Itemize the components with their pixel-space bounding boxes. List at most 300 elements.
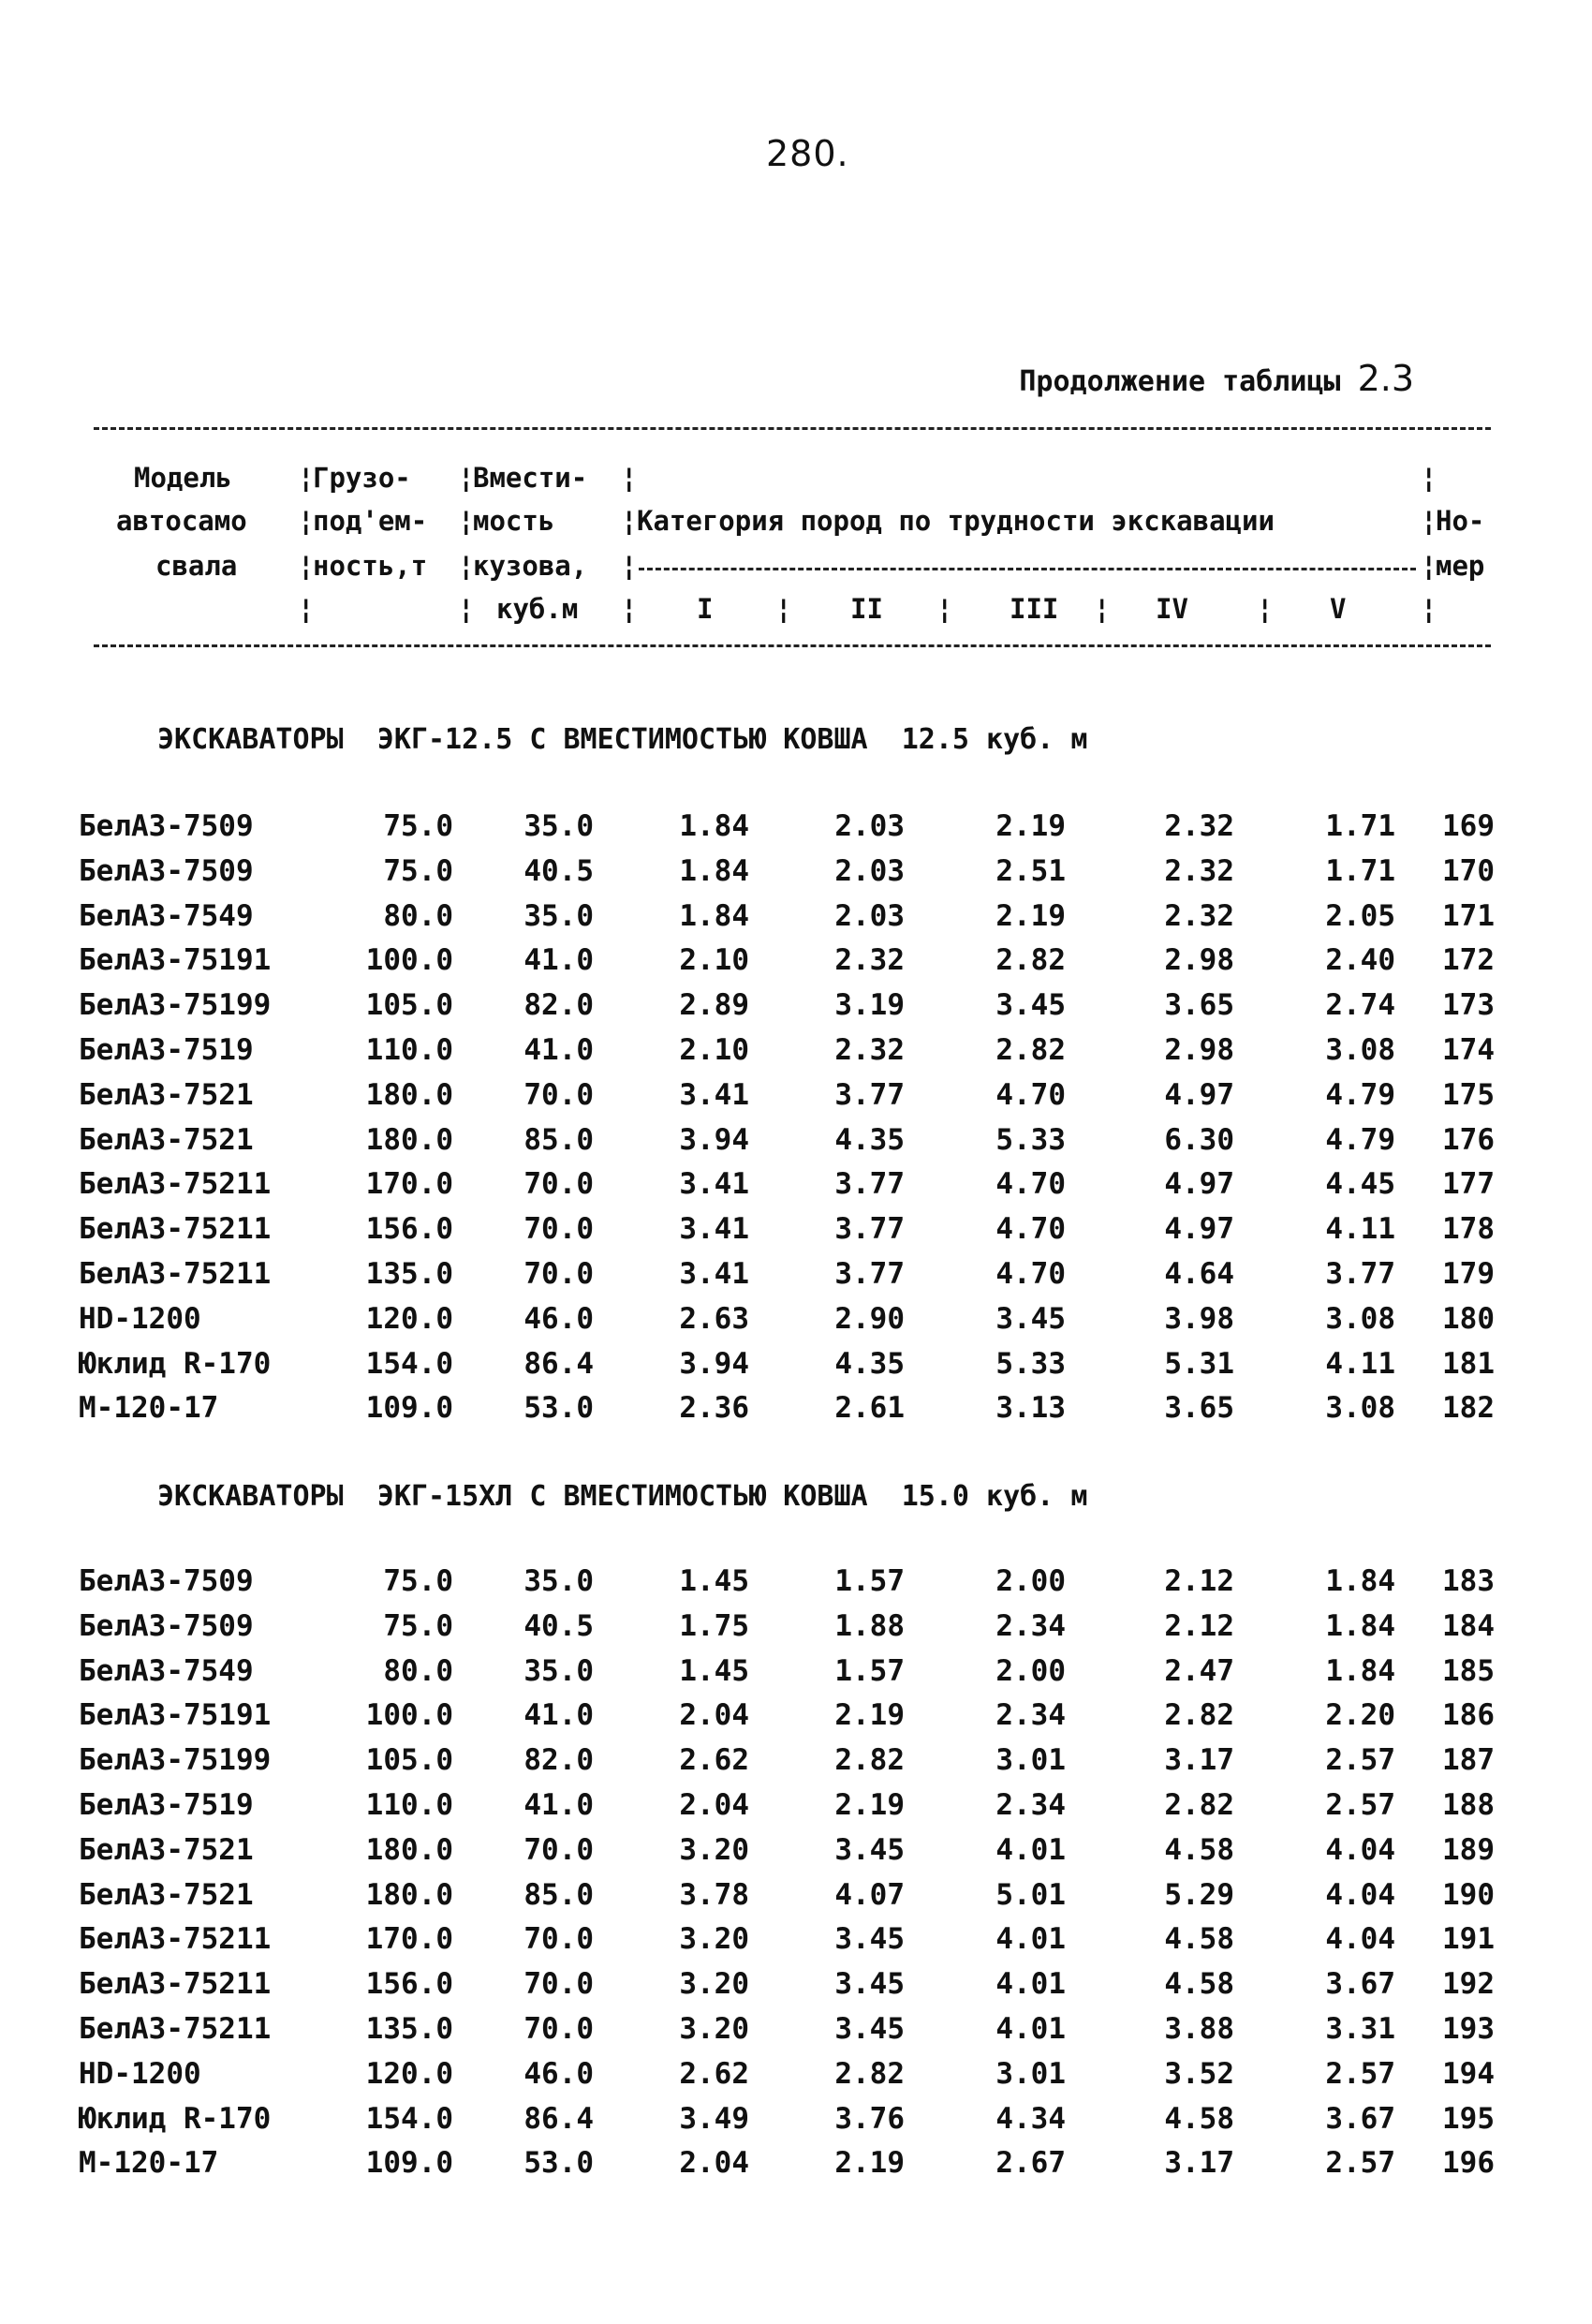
cell-category-4: 3.52 (1164, 2056, 1234, 2091)
cell-category-3: 3.01 (995, 1743, 1066, 1778)
cell-category-5: 4.11 (1325, 1346, 1395, 1381)
table-row (0, 2144, 1592, 2182)
cell-category-3: 3.01 (995, 2056, 1066, 2091)
table-row (0, 941, 1592, 979)
cell-category-3: 4.01 (995, 1832, 1066, 1867)
table-row (0, 1696, 1592, 1734)
cell-row-number: 187 (1442, 1743, 1495, 1778)
cell-row-number: 191 (1442, 1922, 1495, 1957)
cell-load-capacity: 156.0 (365, 1967, 453, 2002)
cell-category-2: 1.57 (834, 1564, 905, 1598)
cell-category-5: 1.84 (1325, 1653, 1395, 1688)
header-number-line2: мер (1436, 550, 1485, 582)
cell-category-5: 3.77 (1325, 1257, 1395, 1291)
cell-category-1: 2.63 (679, 1301, 749, 1336)
table-row (0, 1210, 1592, 1248)
cell-category-1: 2.10 (679, 943, 749, 978)
cell-category-4: 4.58 (1164, 1922, 1234, 1957)
cell-body-capacity: 35.0 (523, 898, 594, 933)
cell-category-1: 3.94 (679, 1122, 749, 1157)
cell-category-1: 3.78 (679, 1877, 749, 1912)
table-row (0, 1831, 1592, 1869)
cell-category-1: 1.45 (679, 1564, 749, 1598)
cell-body-capacity: 41.0 (523, 1698, 594, 1733)
header-capacity-line3: кузова, (473, 550, 588, 582)
cell-body-capacity: 86.4 (523, 2101, 594, 2136)
cell-body-capacity: 53.0 (523, 2146, 594, 2181)
table-row (0, 1031, 1592, 1069)
cell-category-5: 1.71 (1325, 809, 1395, 843)
cell-body-capacity: 35.0 (523, 1653, 594, 1688)
cell-category-3: 2.19 (995, 809, 1066, 843)
table-row (0, 1965, 1592, 2003)
cell-model: БелАЗ-7509 (79, 809, 254, 843)
cell-category-1: 1.75 (679, 1608, 749, 1643)
section-title: ЭКСКАВАТОРЫ ЭКГ-12.5 С ВМЕСТИМОСТЬЮ КОВША 12.5 куб. м (157, 723, 1088, 756)
cell-body-capacity: 70.0 (523, 1077, 594, 1112)
cell-model: БелАЗ-7549 (79, 1653, 254, 1688)
table-row (0, 1741, 1592, 1779)
cell-model: БелАЗ-7521 (79, 1077, 254, 1112)
header-category-title: Категория пород по трудности экскавации (637, 505, 1275, 537)
cell-load-capacity: 135.0 (365, 2012, 453, 2046)
cell-load-capacity: 80.0 (383, 1653, 453, 1688)
cell-row-number: 170 (1442, 853, 1495, 888)
cell-load-capacity: 156.0 (365, 1212, 453, 1247)
cell-body-capacity: 70.0 (523, 1212, 594, 1247)
cell-category-4: 2.12 (1164, 1564, 1234, 1598)
header-separator: ¦ (298, 505, 315, 537)
cell-category-4: 3.17 (1164, 2146, 1234, 2181)
table-row (0, 1076, 1592, 1114)
cell-category-4: 2.47 (1164, 1653, 1234, 1688)
cell-category-3: 2.34 (995, 1608, 1066, 1643)
cell-category-1: 3.41 (679, 1257, 749, 1291)
cell-row-number: 177 (1442, 1167, 1495, 1202)
cell-category-3: 2.82 (995, 1033, 1066, 1067)
table-number: 2.3 (1357, 358, 1414, 399)
cell-category-4: 3.98 (1164, 1301, 1234, 1336)
cell-row-number: 175 (1442, 1077, 1495, 1112)
cell-body-capacity: 86.4 (523, 1346, 594, 1381)
table-row (0, 2010, 1592, 2048)
cell-row-number: 172 (1442, 943, 1495, 978)
cell-category-2: 2.19 (834, 1788, 905, 1822)
cell-load-capacity: 110.0 (365, 1033, 453, 1067)
header-category-2: II (850, 593, 883, 625)
cell-category-4: 3.65 (1164, 988, 1234, 1023)
cell-category-2: 3.77 (834, 1077, 905, 1112)
cell-row-number: 183 (1442, 1564, 1495, 1598)
cell-category-4: 4.58 (1164, 1832, 1234, 1867)
header-separator: ¦ (1421, 593, 1437, 625)
cell-row-number: 184 (1442, 1608, 1495, 1643)
table-row (0, 1562, 1592, 1600)
cell-category-5: 1.84 (1325, 1608, 1395, 1643)
cell-model: БелАЗ-75211 (79, 1257, 272, 1291)
cell-category-3: 4.70 (995, 1257, 1066, 1291)
cell-model: БелАЗ-75191 (79, 943, 272, 978)
cell-body-capacity: 41.0 (523, 1788, 594, 1822)
cell-category-1: 1.45 (679, 1653, 749, 1688)
cell-category-5: 4.79 (1325, 1122, 1395, 1157)
cell-category-1: 1.84 (679, 809, 749, 843)
cell-category-1: 3.94 (679, 1346, 749, 1381)
cell-category-5: 4.04 (1325, 1832, 1395, 1867)
header-separator: ¦ (458, 462, 475, 494)
cell-category-3: 3.13 (995, 1391, 1066, 1426)
cell-model: БелАЗ-7521 (79, 1832, 254, 1867)
cell-category-5: 2.40 (1325, 943, 1395, 978)
cell-category-3: 2.51 (995, 853, 1066, 888)
cell-category-5: 4.79 (1325, 1077, 1395, 1112)
header-separator: ¦ (458, 505, 475, 537)
table-row (0, 1652, 1592, 1690)
header-separator: ¦ (621, 550, 638, 582)
cell-model: БелАЗ-7509 (79, 1564, 254, 1598)
cell-load-capacity: 180.0 (365, 1877, 453, 1912)
cell-model: Юклид R-170 (79, 1346, 272, 1381)
cell-category-5: 1.71 (1325, 853, 1395, 888)
cell-category-3: 2.82 (995, 943, 1066, 978)
cell-category-3: 5.33 (995, 1346, 1066, 1381)
header-separator: ¦ (621, 462, 638, 494)
cell-category-3: 2.34 (995, 1698, 1066, 1733)
cell-row-number: 185 (1442, 1653, 1495, 1688)
cell-category-3: 5.01 (995, 1877, 1066, 1912)
table-row (0, 1876, 1592, 1914)
cell-category-4: 2.98 (1164, 943, 1234, 978)
cell-model: БелАЗ-75211 (79, 1922, 272, 1957)
cell-category-1: 3.20 (679, 1967, 749, 2002)
cell-body-capacity: 41.0 (523, 1033, 594, 1067)
cell-category-2: 2.90 (834, 1301, 905, 1336)
cell-body-capacity: 70.0 (523, 2012, 594, 2046)
table-row (0, 1607, 1592, 1645)
cell-body-capacity: 40.5 (523, 853, 594, 888)
table-row (0, 1300, 1592, 1338)
cell-body-capacity: 53.0 (523, 1391, 594, 1426)
cell-load-capacity: 105.0 (365, 988, 453, 1023)
cell-category-5: 2.57 (1325, 1743, 1395, 1778)
cell-category-2: 2.61 (834, 1391, 905, 1426)
cell-category-2: 1.57 (834, 1653, 905, 1688)
table-row (0, 1389, 1592, 1427)
cell-load-capacity: 135.0 (365, 1257, 453, 1291)
cell-category-5: 2.74 (1325, 988, 1395, 1023)
header-category-5: V (1330, 593, 1347, 625)
cell-category-5: 4.11 (1325, 1212, 1395, 1247)
cell-category-2: 3.45 (834, 2012, 905, 2046)
table-row (0, 2100, 1592, 2138)
cell-body-capacity: 40.5 (523, 1608, 594, 1643)
cell-load-capacity: 109.0 (365, 1391, 453, 1426)
cell-category-4: 4.97 (1164, 1212, 1234, 1247)
cell-model: HD-1200 (79, 2056, 201, 2091)
cell-category-3: 2.00 (995, 1564, 1066, 1598)
header-load-line3: ность,т (313, 550, 428, 582)
continuation-text: Продолжение таблицы (1019, 365, 1341, 398)
cell-category-1: 3.41 (679, 1212, 749, 1247)
cell-category-2: 2.82 (834, 1743, 905, 1778)
header-separator: ¦ (775, 593, 792, 625)
cell-model: БелАЗ-75191 (79, 1698, 272, 1733)
cell-model: БелАЗ-7521 (79, 1122, 254, 1157)
header-separator: ¦ (621, 505, 638, 537)
cell-category-1: 2.04 (679, 1698, 749, 1733)
cell-body-capacity: 35.0 (523, 809, 594, 843)
cell-load-capacity: 105.0 (365, 1743, 453, 1778)
cell-category-2: 3.45 (834, 1832, 905, 1867)
header-separator: ¦ (458, 550, 475, 582)
cell-row-number: 179 (1442, 1257, 1495, 1291)
cell-category-1: 2.04 (679, 1788, 749, 1822)
header-separator: ¦ (298, 593, 315, 625)
cell-category-2: 3.76 (834, 2101, 905, 2136)
cell-category-3: 3.45 (995, 988, 1066, 1023)
cell-body-capacity: 41.0 (523, 943, 594, 978)
cell-category-4: 5.29 (1164, 1877, 1234, 1912)
header-separator: ¦ (621, 593, 638, 625)
header-separator: ¦ (936, 593, 953, 625)
header-separator: ¦ (1421, 462, 1437, 494)
cell-load-capacity: 170.0 (365, 1922, 453, 1957)
cell-row-number: 169 (1442, 809, 1495, 843)
cell-body-capacity: 35.0 (523, 1564, 594, 1598)
cell-body-capacity: 70.0 (523, 1922, 594, 1957)
header-separator: ¦ (1094, 593, 1111, 625)
cell-load-capacity: 180.0 (365, 1832, 453, 1867)
cell-category-2: 2.19 (834, 1698, 905, 1733)
cell-category-3: 4.70 (995, 1167, 1066, 1202)
cell-row-number: 189 (1442, 1832, 1495, 1867)
header-capacity-line1: Вмести- (473, 462, 588, 494)
table-row (0, 2055, 1592, 2093)
cell-body-capacity: 46.0 (523, 2056, 594, 2091)
cell-category-3: 2.34 (995, 1788, 1066, 1822)
cell-category-1: 1.84 (679, 853, 749, 888)
cell-category-2: 2.19 (834, 2146, 905, 2181)
cell-category-5: 3.08 (1325, 1391, 1395, 1426)
cell-model: БелАЗ-75211 (79, 1167, 272, 1202)
header-load-line2: под'ем- (313, 505, 428, 537)
cell-load-capacity: 110.0 (365, 1788, 453, 1822)
cell-category-3: 2.19 (995, 898, 1066, 933)
cell-category-4: 3.17 (1164, 1743, 1234, 1778)
cell-category-5: 2.57 (1325, 2056, 1395, 2091)
header-category-divider (639, 568, 1416, 570)
cell-category-5: 3.67 (1325, 2101, 1395, 2136)
cell-body-capacity: 70.0 (523, 1832, 594, 1867)
cell-row-number: 178 (1442, 1212, 1495, 1247)
cell-model: БелАЗ-7519 (79, 1788, 254, 1822)
cell-model: БелАЗ-75211 (79, 1212, 272, 1247)
cell-category-4: 3.65 (1164, 1391, 1234, 1426)
cell-category-4: 2.98 (1164, 1033, 1234, 1067)
cell-category-1: 3.20 (679, 1922, 749, 1957)
cell-load-capacity: 170.0 (365, 1167, 453, 1202)
cell-category-2: 4.35 (834, 1346, 905, 1381)
cell-model: Юклид R-170 (79, 2101, 272, 2136)
cell-body-capacity: 82.0 (523, 988, 594, 1023)
table-row (0, 852, 1592, 890)
cell-category-2: 2.03 (834, 898, 905, 933)
cell-category-2: 2.32 (834, 1033, 905, 1067)
cell-model: БелАЗ-7519 (79, 1033, 254, 1067)
cell-row-number: 171 (1442, 898, 1495, 933)
cell-category-3: 2.00 (995, 1653, 1066, 1688)
cell-model: БелАЗ-75211 (79, 1967, 272, 2002)
cell-load-capacity: 75.0 (383, 853, 453, 888)
cell-category-2: 4.07 (834, 1877, 905, 1912)
header-separator: ¦ (458, 593, 475, 625)
cell-category-2: 2.03 (834, 809, 905, 843)
cell-category-4: 2.32 (1164, 809, 1234, 843)
cell-body-capacity: 82.0 (523, 1743, 594, 1778)
cell-category-5: 2.20 (1325, 1698, 1395, 1733)
cell-category-4: 4.97 (1164, 1167, 1234, 1202)
cell-category-3: 2.67 (995, 2146, 1066, 2181)
cell-category-3: 5.33 (995, 1122, 1066, 1157)
cell-model: БелАЗ-7509 (79, 853, 254, 888)
cell-category-5: 3.08 (1325, 1301, 1395, 1336)
cell-category-5: 2.05 (1325, 898, 1395, 933)
table-row (0, 1786, 1592, 1824)
cell-model: БелАЗ-7521 (79, 1877, 254, 1912)
cell-category-5: 1.84 (1325, 1564, 1395, 1598)
cell-category-1: 3.41 (679, 1167, 749, 1202)
cell-category-3: 4.01 (995, 1967, 1066, 2002)
cell-category-5: 2.57 (1325, 2146, 1395, 2181)
cell-category-4: 2.82 (1164, 1698, 1234, 1733)
cell-row-number: 194 (1442, 2056, 1495, 2091)
cell-load-capacity: 80.0 (383, 898, 453, 933)
cell-model: БелАЗ-75199 (79, 1743, 272, 1778)
header-model-line2: автосамо (116, 505, 247, 537)
cell-row-number: 181 (1442, 1346, 1495, 1381)
header-number-line1: Но- (1436, 505, 1485, 537)
cell-category-1: 2.04 (679, 2146, 749, 2181)
cell-row-number: 173 (1442, 988, 1495, 1023)
cell-load-capacity: 120.0 (365, 2056, 453, 2091)
cell-category-3: 3.45 (995, 1301, 1066, 1336)
cell-category-2: 2.82 (834, 2056, 905, 2091)
cell-load-capacity: 154.0 (365, 2101, 453, 2136)
cell-category-3: 4.01 (995, 1922, 1066, 1957)
cell-model: М-120-17 (79, 1391, 219, 1426)
cell-row-number: 180 (1442, 1301, 1495, 1336)
header-capacity-line4: куб.м (496, 593, 579, 625)
cell-category-5: 4.45 (1325, 1167, 1395, 1202)
header-separator: ¦ (298, 462, 315, 494)
cell-category-1: 3.49 (679, 2101, 749, 2136)
cell-load-capacity: 180.0 (365, 1122, 453, 1157)
cell-row-number: 196 (1442, 2146, 1495, 2181)
table-row (0, 986, 1592, 1024)
cell-category-1: 1.84 (679, 898, 749, 933)
cell-body-capacity: 85.0 (523, 1877, 594, 1912)
cell-load-capacity: 109.0 (365, 2146, 453, 2181)
cell-category-4: 2.12 (1164, 1608, 1234, 1643)
cell-load-capacity: 180.0 (365, 1077, 453, 1112)
cell-category-2: 3.77 (834, 1257, 905, 1291)
cell-row-number: 192 (1442, 1967, 1495, 2002)
header-category-4: IV (1156, 593, 1188, 625)
cell-category-3: 4.70 (995, 1077, 1066, 1112)
cell-category-2: 4.35 (834, 1122, 905, 1157)
cell-load-capacity: 154.0 (365, 1346, 453, 1381)
header-separator: ¦ (1257, 593, 1274, 625)
cell-body-capacity: 85.0 (523, 1122, 594, 1157)
cell-model: М-120-17 (79, 2146, 219, 2181)
cell-category-4: 4.97 (1164, 1077, 1234, 1112)
header-separator: ¦ (298, 550, 315, 582)
table-row (0, 1920, 1592, 1958)
header-separator: ¦ (1421, 505, 1437, 537)
cell-category-5: 3.31 (1325, 2012, 1395, 2046)
cell-category-5: 4.04 (1325, 1877, 1395, 1912)
cell-body-capacity: 46.0 (523, 1301, 594, 1336)
header-bottom-rule (94, 644, 1491, 647)
cell-load-capacity: 75.0 (383, 1608, 453, 1643)
cell-row-number: 193 (1442, 2012, 1495, 2046)
cell-category-2: 3.19 (834, 988, 905, 1023)
cell-category-2: 3.45 (834, 1967, 905, 2002)
cell-row-number: 174 (1442, 1033, 1495, 1067)
cell-category-1: 3.20 (679, 2012, 749, 2046)
cell-row-number: 190 (1442, 1877, 1495, 1912)
cell-load-capacity: 100.0 (365, 1698, 453, 1733)
header-category-3: III (1010, 593, 1059, 625)
table-continuation-label (1019, 358, 1414, 399)
cell-category-2: 1.88 (834, 1608, 905, 1643)
cell-category-4: 5.31 (1164, 1346, 1234, 1381)
section-title: ЭКСКАВАТОРЫ ЭКГ-15ХЛ С ВМЕСТИМОСТЬЮ КОВША 15.0 куб. м (157, 1480, 1088, 1513)
cell-load-capacity: 120.0 (365, 1301, 453, 1336)
table-row (0, 1165, 1592, 1203)
table-row (0, 1121, 1592, 1159)
cell-category-3: 4.70 (995, 1212, 1066, 1247)
cell-row-number: 188 (1442, 1788, 1495, 1822)
table-row (0, 1345, 1592, 1383)
cell-category-1: 2.62 (679, 1743, 749, 1778)
cell-model: БелАЗ-75211 (79, 2012, 272, 2046)
cell-row-number: 195 (1442, 2101, 1495, 2136)
cell-category-2: 2.32 (834, 943, 905, 978)
cell-body-capacity: 70.0 (523, 1257, 594, 1291)
cell-load-capacity: 75.0 (383, 809, 453, 843)
cell-body-capacity: 70.0 (523, 1967, 594, 2002)
cell-load-capacity: 75.0 (383, 1564, 453, 1598)
cell-category-4: 6.30 (1164, 1122, 1234, 1157)
cell-category-4: 4.58 (1164, 2101, 1234, 2136)
cell-category-3: 4.34 (995, 2101, 1066, 2136)
cell-category-4: 2.82 (1164, 1788, 1234, 1822)
cell-row-number: 176 (1442, 1122, 1495, 1157)
cell-category-1: 2.89 (679, 988, 749, 1023)
cell-category-2: 3.77 (834, 1212, 905, 1247)
cell-category-4: 4.64 (1164, 1257, 1234, 1291)
cell-category-5: 3.08 (1325, 1033, 1395, 1067)
cell-model: БелАЗ-75199 (79, 988, 272, 1023)
cell-category-4: 4.58 (1164, 1967, 1234, 2002)
cell-body-capacity: 70.0 (523, 1167, 594, 1202)
cell-model: БелАЗ-7509 (79, 1608, 254, 1643)
table-top-rule (94, 427, 1491, 430)
header-capacity-line2: мость (473, 505, 555, 537)
page-number: 280. (766, 133, 849, 174)
cell-category-1: 2.10 (679, 1033, 749, 1067)
